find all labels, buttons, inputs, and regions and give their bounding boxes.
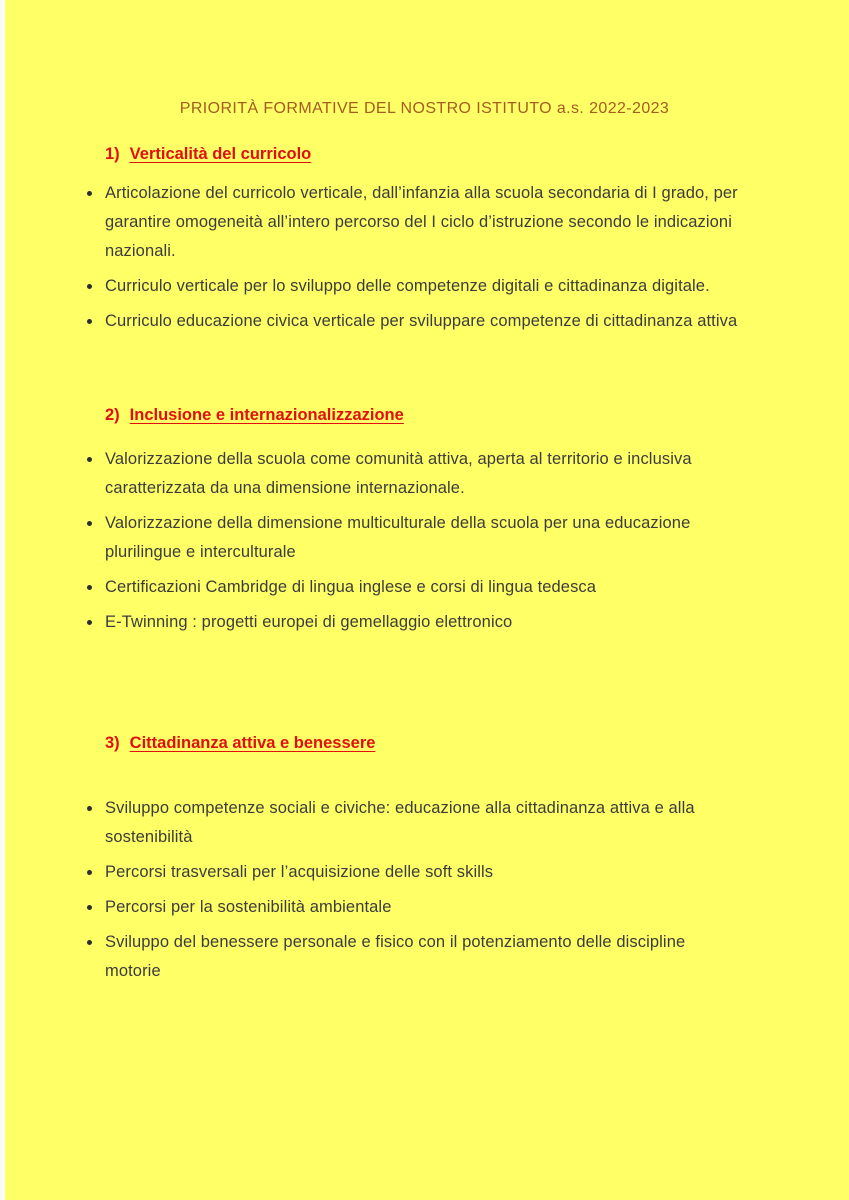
bullet-item: Valorizzazione della scuola come comunità attiva, aperta al territorio e inclusiva caratterizzata da una dimensione internazionale. bbox=[105, 445, 795, 503]
bullet-list bbox=[0, 794, 849, 986]
section-cittadinanza-attiva-benessere bbox=[0, 732, 849, 986]
section-inclusione-internazionalizzazione bbox=[0, 404, 849, 637]
bullet-item: Articolazione del curricolo verticale, dall’infanzia alla scuola secondaria di I grado, per garantire omogeneità all’intero percorso del I ciclo d’istruzione secondo le indicazioni nazionali. bbox=[105, 179, 805, 266]
section-heading bbox=[105, 404, 849, 427]
bullet-list bbox=[0, 445, 849, 637]
bullet-item: Percorsi trasversali per l’acquisizione delle soft skills bbox=[105, 858, 795, 887]
section-number: 2) bbox=[105, 406, 120, 424]
section-verticalita-curricolo bbox=[0, 143, 849, 336]
bullet-item: Sviluppo competenze sociali e civiche: educazione alla cittadinanza attiva e alla sostenibilità bbox=[105, 794, 750, 852]
bullet-item: Certificazioni Cambridge di lingua inglese e corsi di lingua tedesca bbox=[105, 573, 795, 602]
section-heading-text: Cittadinanza attiva e benessere bbox=[129, 734, 376, 752]
bullet-item: Valorizzazione della dimensione multiculturale della scuola per una educazione plurilingue e interculturale bbox=[105, 509, 750, 567]
section-number: 3) bbox=[105, 734, 120, 752]
bullet-list bbox=[0, 179, 849, 336]
bullet-item: Curriculo educazione civica verticale per sviluppare competenze di cittadinanza attiva bbox=[105, 307, 795, 336]
bullet-item: E-Twinning : progetti europei di gemellaggio elettronico bbox=[105, 608, 795, 637]
page-title: PRIORITÀ FORMATIVE DEL NOSTRO ISTITUTO a.s. 2022-2023 bbox=[179, 100, 670, 117]
bullet-item: Curriculo verticale per lo sviluppo delle competenze digitali e cittadinanza digitale. bbox=[105, 272, 795, 301]
bullet-item: Sviluppo del benessere personale e fisico con il potenziamento delle discipline motorie bbox=[105, 928, 730, 986]
section-heading bbox=[105, 732, 849, 755]
section-heading-text: Verticalità del curricolo bbox=[129, 145, 312, 163]
section-heading bbox=[105, 143, 849, 166]
bullet-item: Percorsi per la sostenibilità ambientale bbox=[105, 893, 795, 922]
section-number: 1) bbox=[105, 145, 120, 163]
section-heading-text: Inclusione e internazionalizzazione bbox=[129, 406, 404, 424]
